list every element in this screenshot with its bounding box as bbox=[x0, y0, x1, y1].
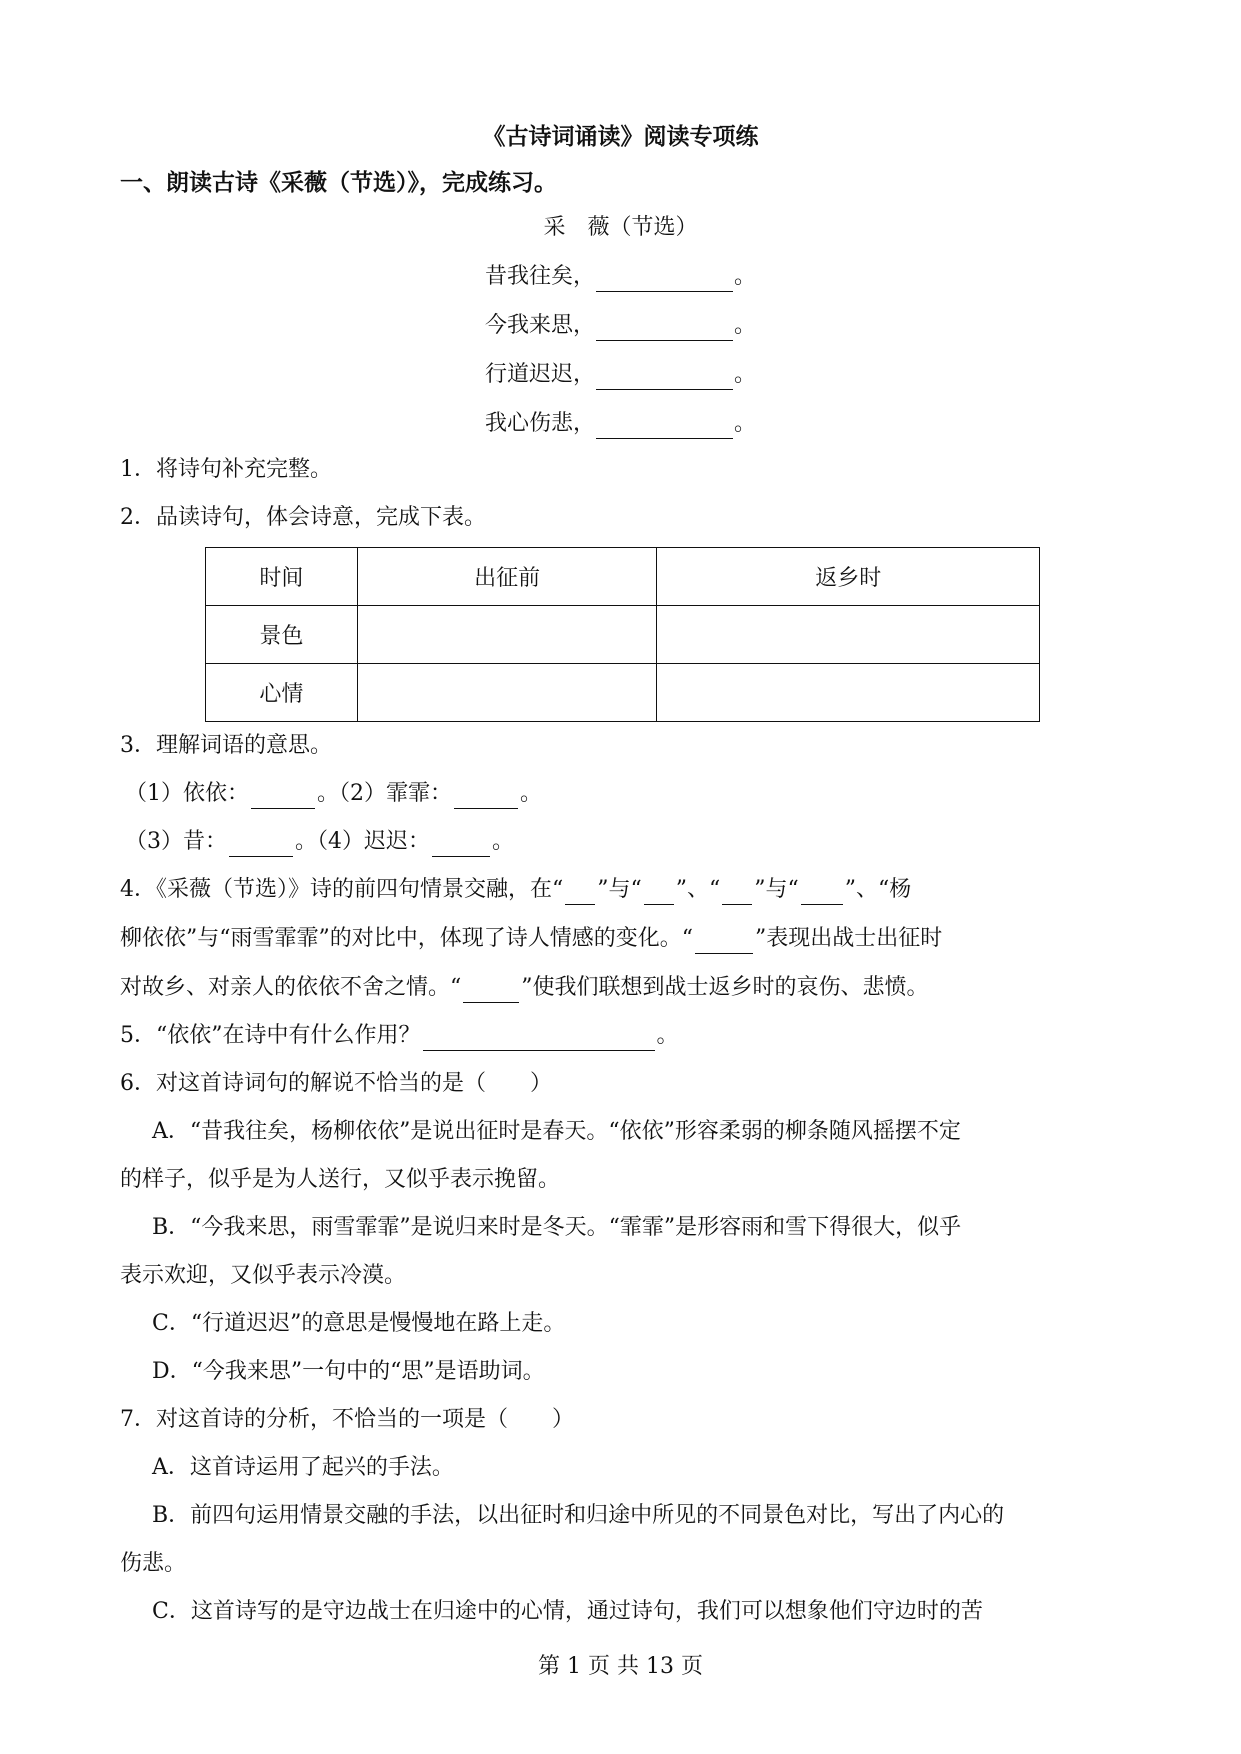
page-title: 《古诗词诵读》阅读专项练 bbox=[482, 123, 759, 150]
poem-answer-blank[interactable] bbox=[596, 318, 733, 341]
poem-line bbox=[0, 311, 1241, 341]
q4-text: ”表现出战士出征时 bbox=[755, 926, 943, 951]
poem-line bbox=[0, 409, 1241, 439]
q3-line bbox=[125, 779, 542, 809]
poem-line-lead: 行道迟迟， bbox=[484, 362, 595, 387]
q4-text: ”使我们联想到战士返乡时的哀伤、悲愤。 bbox=[521, 975, 929, 1000]
table-row-label: 景色 bbox=[206, 606, 358, 664]
q3-item-label: 。（4）迟迟： bbox=[295, 829, 430, 854]
q4-text: ”、“ bbox=[675, 877, 721, 902]
answer-blank[interactable] bbox=[695, 931, 753, 954]
table-header-cell: 时间 bbox=[206, 548, 358, 606]
poem-answer-blank[interactable] bbox=[596, 367, 733, 390]
poem-line bbox=[0, 360, 1241, 390]
poem-line-lead: 今我来思， bbox=[484, 313, 595, 338]
answer-blank[interactable] bbox=[644, 882, 674, 905]
poem-line-end: 。 bbox=[734, 362, 757, 387]
answer-blank[interactable] bbox=[229, 834, 293, 857]
q7-option-a[interactable]: A．这首诗运用了起兴的手法。 bbox=[152, 1455, 454, 1480]
poem-answer-blank[interactable] bbox=[596, 269, 733, 292]
q6-option-c[interactable]: C．“行道迟迟”的意思是慢慢地在路上走。 bbox=[152, 1311, 566, 1336]
q4-text: 柳依依”与“雨雪霏霏”的对比中，体现了诗人情感的变化。“ bbox=[120, 926, 693, 951]
answer-blank[interactable] bbox=[432, 834, 490, 857]
question-3: 3．理解词语的意思。 bbox=[120, 733, 332, 758]
question-2: 2．品读诗句，体会诗意，完成下表。 bbox=[120, 505, 486, 530]
poem-line-end: 。 bbox=[734, 264, 757, 289]
q6-option-a[interactable]: A．“昔我往矣，杨柳依依”是说出征时是春天。“依依”形容柔弱的柳条随风摇摆不定 bbox=[152, 1119, 961, 1144]
q3-line bbox=[125, 827, 514, 857]
answer-blank[interactable] bbox=[801, 882, 843, 905]
table-answer-cell[interactable] bbox=[357, 664, 657, 722]
answer-blank[interactable] bbox=[251, 786, 315, 809]
q7-option-c[interactable]: C．这首诗写的是守边战士在归途中的心情，通过诗句，我们可以想象他们守边时的苦 bbox=[152, 1599, 983, 1624]
question-4 bbox=[120, 875, 911, 905]
q6-option-b-cont: 表示欢迎，又似乎表示冷漠。 bbox=[120, 1263, 407, 1288]
question-5 bbox=[120, 1021, 679, 1051]
q4-text: 对故乡、对亲人的依依不舍之情。“ bbox=[120, 975, 462, 1000]
q3-item-label: （3）昔： bbox=[125, 829, 227, 854]
q4-text: ”、“杨 bbox=[844, 877, 912, 902]
table-header-row bbox=[206, 548, 1040, 606]
q3-item-end: 。 bbox=[520, 781, 543, 806]
table-answer-cell[interactable] bbox=[657, 664, 1040, 722]
table-row bbox=[206, 606, 1040, 664]
poem-line-lead: 昔我往矣， bbox=[484, 264, 595, 289]
table-row-label: 心情 bbox=[206, 664, 358, 722]
question-1: 1．将诗句补充完整。 bbox=[120, 457, 332, 482]
q3-item-end: 。 bbox=[492, 829, 515, 854]
scenery-mood-table bbox=[205, 547, 1040, 722]
poem-line-lead: 我心伤悲， bbox=[484, 411, 595, 436]
answer-blank[interactable] bbox=[423, 1028, 655, 1051]
poem-answer-blank[interactable] bbox=[596, 416, 733, 439]
question-4-cont bbox=[120, 924, 942, 954]
q7-option-b[interactable]: B．前四句运用情景交融的手法，以出征时和归途中所见的不同景色对比，写出了内心的 bbox=[152, 1503, 1005, 1528]
table-answer-cell[interactable] bbox=[657, 606, 1040, 664]
table-header-cell: 出征前 bbox=[357, 548, 657, 606]
q5-end: 。 bbox=[656, 1023, 679, 1048]
table-row bbox=[206, 664, 1040, 722]
question-4-cont bbox=[120, 973, 929, 1003]
answer-blank[interactable] bbox=[463, 980, 519, 1003]
answer-blank[interactable] bbox=[722, 882, 752, 905]
section-heading: 一、朗读古诗《采薇（节选）》，完成练习。 bbox=[120, 169, 557, 196]
question-6: 6．对这首诗词句的解说不恰当的是（ ） bbox=[120, 1071, 552, 1096]
q4-text: ”与“ bbox=[754, 877, 799, 902]
table-header-cell: 返乡时 bbox=[657, 548, 1040, 606]
table-answer-cell[interactable] bbox=[357, 606, 657, 664]
q4-text: ”与“ bbox=[597, 877, 642, 902]
q4-text: 4．《采薇（节选）》诗的前四句情景交融，在“ bbox=[120, 877, 564, 902]
question-7: 7．对这首诗的分析，不恰当的一项是（ ） bbox=[120, 1407, 574, 1432]
poem-line-end: 。 bbox=[734, 313, 757, 338]
poem-title: 采 薇（节选） bbox=[543, 215, 698, 240]
q6-option-d[interactable]: D．“今我来思”一句中的“思”是语助词。 bbox=[152, 1359, 545, 1384]
q5-text: 5．“依依”在诗中有什么作用？ bbox=[120, 1023, 421, 1048]
poem-line bbox=[0, 262, 1241, 292]
q6-option-b[interactable]: B．“今我来思，雨雪霏霏”是说归来时是冬天。“霏霏”是形容雨和雪下得很大，似乎 bbox=[152, 1215, 962, 1240]
page-footer: 第 1 页 共 13 页 bbox=[538, 1654, 703, 1679]
q7-option-b-cont: 伤悲。 bbox=[120, 1551, 187, 1576]
q3-item-label: （1）依依： bbox=[125, 781, 249, 806]
q6-option-a-cont: 的样子，似乎是为人送行，又似乎表示挽留。 bbox=[120, 1167, 561, 1192]
answer-blank[interactable] bbox=[454, 786, 518, 809]
q3-item-label: 。（2）霏霏： bbox=[317, 781, 452, 806]
answer-blank[interactable] bbox=[565, 882, 595, 905]
poem-line-end: 。 bbox=[734, 411, 757, 436]
